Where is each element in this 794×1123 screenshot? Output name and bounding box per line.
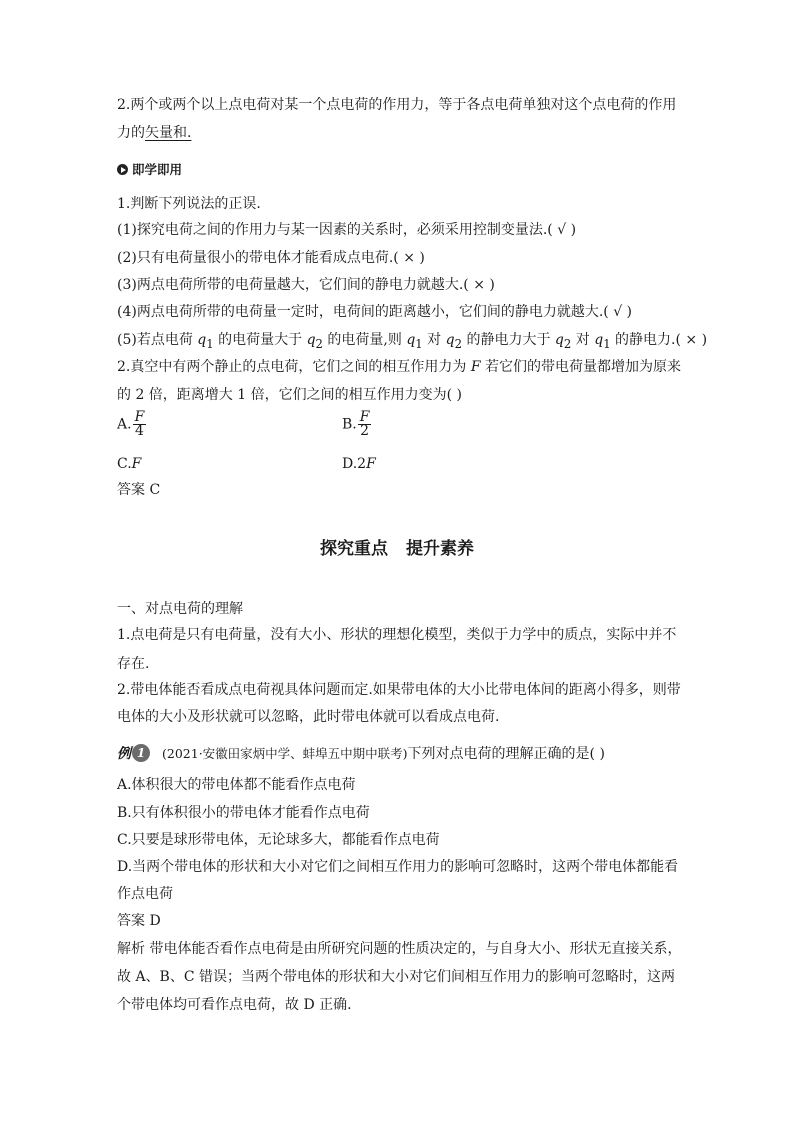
text-run: 力的 <box>117 125 145 141</box>
fraction-numerator: F <box>134 409 145 425</box>
text-run: 的电荷量大于 <box>213 332 307 348</box>
text-run: 若它们的带电荷量都增加为原来 <box>480 359 681 375</box>
option-value: F <box>366 456 376 472</box>
part1-p1-line-1: 1.点电荷是只有电荷量，没有大小、形状的理想化模型，类似于力学中的质点，实际中并不 <box>117 627 677 643</box>
example-analysis-line-2: 故 A、B、C 错误；当两个带电体的形状和大小对它们间相互作用力的影响可忽略时，这两 <box>117 969 676 985</box>
charge-subscript: 1 <box>206 336 214 351</box>
example-analysis-line-3: 个带电体均可看作点电荷，故 D 正确. <box>117 997 352 1013</box>
text-run: 对 <box>422 332 446 348</box>
charge-subscript: 2 <box>315 336 323 351</box>
example-analysis-line-1: 解析 带电体能否看作点电荷是由所研究问题的性质决定的，与自身大小、形状无直接关系， <box>117 941 682 957</box>
example-option-d-line-1: D.当两个带电体的形状和大小对它们之间相互作用力的影响可忽略时，这两个带电体都能看 <box>117 859 679 875</box>
superposition-line-1: 2.两个或两个以上点电荷对某一个点电荷的作用力，等于各点电荷单独对这个点电荷的作用 <box>117 97 677 113</box>
example-stem <box>117 744 605 763</box>
q2-stem-line-1 <box>117 358 681 376</box>
superposition-line-2 <box>117 124 191 142</box>
section-label <box>117 161 182 179</box>
text-run: 的静电力.( × ) <box>610 332 708 348</box>
section-title <box>0 534 794 559</box>
example-question: 下列对点电荷的理解正确的是( ) <box>407 746 605 762</box>
option-label: A. <box>117 416 132 433</box>
charge-symbol: q <box>554 332 564 348</box>
charge-subscript: 2 <box>563 336 572 351</box>
text-run: 的电荷量,则 <box>322 332 407 348</box>
q1-item-3: (3)两点电荷所带的电荷量越大，它们间的静电力就越大.( × ) <box>117 277 495 293</box>
q1-item-5 <box>117 331 707 353</box>
option-label: B. <box>342 416 357 433</box>
q1-stem: 1.判断下列说法的正误. <box>117 196 261 212</box>
underlined-term: 矢量和. <box>145 125 192 141</box>
part1-p1-line-2: 存在. <box>117 656 150 672</box>
charge-symbol: q <box>594 332 604 348</box>
example-option-b: B.只有体积很小的带电体才能看作点电荷 <box>117 805 370 821</box>
q2-option-c <box>117 455 141 473</box>
fraction <box>133 411 147 438</box>
option-value: F <box>131 456 142 472</box>
q1-item-4: (4)两点电荷所带的电荷量一定时，电荷间的距离越小，它们间的静电力就越大.( √ ) <box>117 304 633 320</box>
fraction-denominator: 2 <box>360 423 370 439</box>
charge-symbol: q <box>197 332 207 348</box>
text-run: (5)若点电荷 <box>117 332 198 348</box>
example-option-a: A.体积很大的带电体都不能看作点电荷 <box>117 777 356 793</box>
text-run: 对 <box>571 332 595 348</box>
charge-subscript: 1 <box>603 336 611 351</box>
charge-symbol: q <box>406 332 416 348</box>
q1-item-1: (1)探究电荷之间的作用力与某一因素的关系时，必须采用控制变量法.( √ ) <box>117 222 577 238</box>
part1-p2-line-2: 电体的大小及形状就可以忽略，此时带电体就可以看成点电荷. <box>117 709 500 725</box>
part1-p2-line-1: 2.带电体能否看成点电荷视具体问题而定.如果带电体的大小比带电体间的距离小得多，则带 <box>117 682 681 698</box>
q2-option-d <box>342 455 376 473</box>
text-run: 的静电力大于 <box>462 332 555 348</box>
q2-option-a <box>117 411 146 438</box>
fraction <box>358 411 372 438</box>
example-option-c: C.只要是球形带电体，无论球多大，都能看作点电荷 <box>117 832 440 848</box>
fraction-numerator: F <box>359 409 370 425</box>
section-label-text: 即学即用 <box>132 162 183 177</box>
charge-subscript: 2 <box>454 336 463 351</box>
fraction-denominator: 4 <box>134 423 144 439</box>
example-answer: 答案 D <box>117 913 161 929</box>
section-title-right: 提升素养 <box>406 539 474 559</box>
example-number-badge: 1 <box>132 744 150 762</box>
force-symbol: F <box>470 359 481 375</box>
q2-option-b <box>342 411 371 438</box>
q2-answer: 答案 C <box>117 482 161 498</box>
option-label: D.2 <box>342 456 367 472</box>
example-word: 例 <box>117 746 131 762</box>
text-run: 2.真空中有两个静止的点电荷，它们之间的相互作用力为 <box>117 359 471 375</box>
charge-subscript: 1 <box>415 336 423 351</box>
charge-symbol: q <box>445 332 455 348</box>
option-label: C. <box>117 456 132 472</box>
example-source: (2021·安徽田家炳中学、蚌埠五中期中联考) <box>162 746 408 761</box>
section-title-left: 探究重点 <box>320 539 388 559</box>
q2-stem-line-2: 的 2 倍，距离增大 1 倍，它们之间的相互作用力变为( ) <box>117 387 462 403</box>
part1-heading: 一、对点电荷的理解 <box>117 601 243 617</box>
example-option-d-line-2: 作点电荷 <box>117 886 173 902</box>
charge-symbol: q <box>306 332 316 348</box>
q1-item-2: (2)只有电荷量很小的带电体才能看成点电荷.( × ) <box>117 250 425 266</box>
play-icon <box>117 164 128 175</box>
